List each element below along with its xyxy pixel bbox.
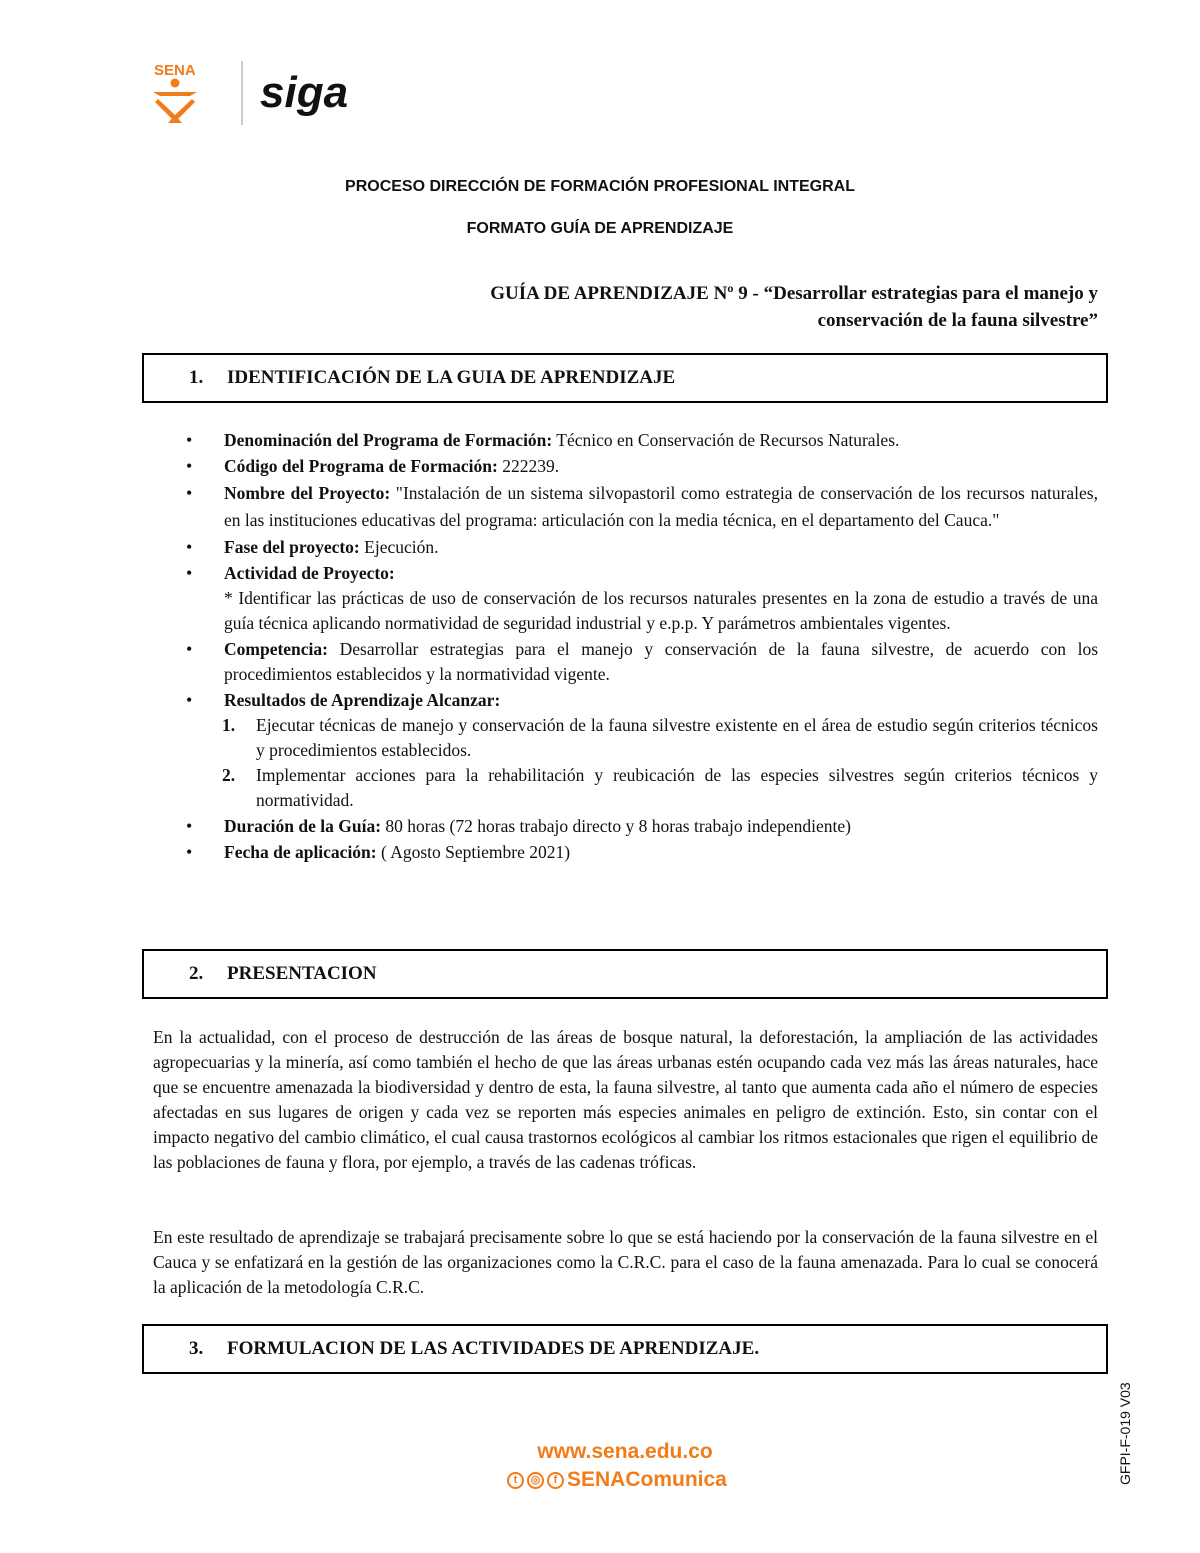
guide-title [300, 280, 1098, 334]
section-title: PRESENTACION [227, 963, 377, 984]
instagram-icon[interactable]: ◎ [527, 1472, 544, 1489]
result-number: 2. [222, 765, 236, 785]
list-item [186, 637, 1098, 687]
section-title: IDENTIFICACIÓN DE LA GUIA DE APRENDIZAJE [227, 367, 676, 388]
section-number: 3. [189, 1338, 204, 1359]
item-value: * Identificar las prácticas de uso de conservación de los recursos naturales presentes en la zona de estudio a través de una guía técnica aplicando normatividad de seguridad industrial y e.p.p. Y parámetros ambientales vigentes. [224, 588, 1098, 633]
item-value: Desarrollar estrategias para el manejo y conservación de la fauna silvestre, de acuerdo con los procedimientos establecidos y la normatividad vigente. [224, 639, 1098, 684]
presentation-paragraph-1: En la actualidad, con el proceso de destrucción de las áreas de bosque natural, la deforestación, la ampliación de las actividades agropecuarias y la minería, así como también el hecho de que las áreas urbanas estén ocupando cada vez más las áreas naturales, hace que se encuentre amenazada la biodiversidad y dentro de esta, la fauna silvestre, al tanto que aumenta cada año el número de especies afectadas en sus lugares de origen y cada vez se reporten más especies animales en peligro de extinción. Esto, sin contar con el impacto negativo del cambio climático, el cual causa trastornos ecológicos al cambiar los ritmos estacionales que rigen el equilibrio de las poblaciones de fauna y flora, por ejemplo, a través de las cadenas tróficas. [153, 1027, 1098, 1172]
facebook-icon[interactable]: f [547, 1472, 564, 1489]
item-value: Ejecución. [359, 537, 439, 557]
item-value: 80 horas (72 horas trabajo directo y 8 horas trabajo independiente) [381, 816, 851, 836]
section-number: 1. [189, 367, 204, 388]
list-item [186, 561, 1098, 636]
item-label: Nombre del Proyecto: [224, 483, 391, 503]
twitter-icon[interactable]: t [507, 1472, 524, 1489]
item-value: "Instalación de un sistema silvopastoril como estrategia de conservación de los recursos naturales, en las instituciones educativas del programa: articulación con la media técnica, en el departamento del Cauca." [224, 483, 1098, 530]
item-label: Denominación del Programa de Formación: [224, 430, 553, 450]
process-title: PROCESO DIRECCIÓN DE FORMACIÓN PROFESIONAL INTEGRAL [345, 178, 855, 195]
item-label: Actividad de Proyecto: [224, 563, 395, 583]
footer-social [507, 1468, 727, 1492]
guide-title-line1: GUÍA DE APRENDIZAJE Nº 9 - “Desarrollar estrategias para el manejo y [490, 283, 1098, 304]
result-text: Implementar acciones para la rehabilitación y reubicación de las especies silvestres según criterios técnicos y normatividad. [256, 765, 1098, 810]
sena-siga-logo [150, 55, 380, 130]
list-item [186, 688, 1098, 813]
list-item [186, 535, 1098, 560]
section-identification-header [142, 353, 1108, 403]
result-item [186, 763, 1098, 813]
result-item [186, 713, 1098, 763]
social-handle: SENAComunica [567, 1468, 727, 1491]
section-presentation-header [142, 949, 1108, 999]
item-value: ( Agosto Septiembre 2021) [376, 842, 571, 862]
item-label: Fecha de aplicación: [224, 842, 377, 862]
guide-title-line2: conservación de la fauna silvestre” [817, 310, 1098, 331]
sena-logo-icon [150, 55, 380, 130]
item-value: 222239. [497, 456, 560, 476]
item-label: Duración de la Guía: [224, 816, 382, 836]
item-label: Fase del proyecto: [224, 537, 360, 557]
item-label: Resultados de Aprendizaje Alcanzar: [224, 690, 501, 710]
identification-list [186, 428, 1098, 866]
section-activities-header [142, 1324, 1108, 1374]
item-value: Técnico en Conservación de Recursos Naturales. [552, 430, 900, 450]
section-title: FORMULACION DE LAS ACTIVIDADES DE APRENDIZAJE. [227, 1338, 760, 1359]
results-list [186, 713, 1098, 813]
svg-text:siga: siga [260, 68, 349, 117]
item-label: Código del Programa de Formación: [224, 456, 498, 476]
presentation-paragraph-2: En este resultado de aprendizaje se trabajará precisamente sobre lo que se está haciendo por la conservación de la fauna silvestre en el Cauca y se enfatizará en la gestión de las organizaciones como la C.R.C. para el caso de la fauna amenazada. Para lo cual se conocerá la aplicación de la metodología C.R.C. [153, 1227, 1098, 1297]
svg-text:SENA: SENA [154, 62, 196, 79]
result-number: 1. [222, 715, 236, 735]
list-item [186, 454, 1098, 479]
list-item [186, 480, 1098, 534]
list-item [186, 428, 1098, 453]
footer-website-link[interactable]: www.sena.edu.co [537, 1440, 713, 1463]
list-item [186, 814, 1098, 839]
format-title: FORMATO GUÍA DE APRENDIZAJE [466, 220, 734, 237]
section-number: 2. [189, 963, 204, 984]
result-text: Ejecutar técnicas de manejo y conservación de la fauna silvestre existente en el área de estudio según criterios técnicos y procedimientos establecidos. [256, 715, 1098, 760]
document-code: GFPI-F-019 V03 [1117, 1382, 1133, 1485]
item-label: Competencia: [224, 639, 329, 659]
list-item [186, 840, 1098, 865]
